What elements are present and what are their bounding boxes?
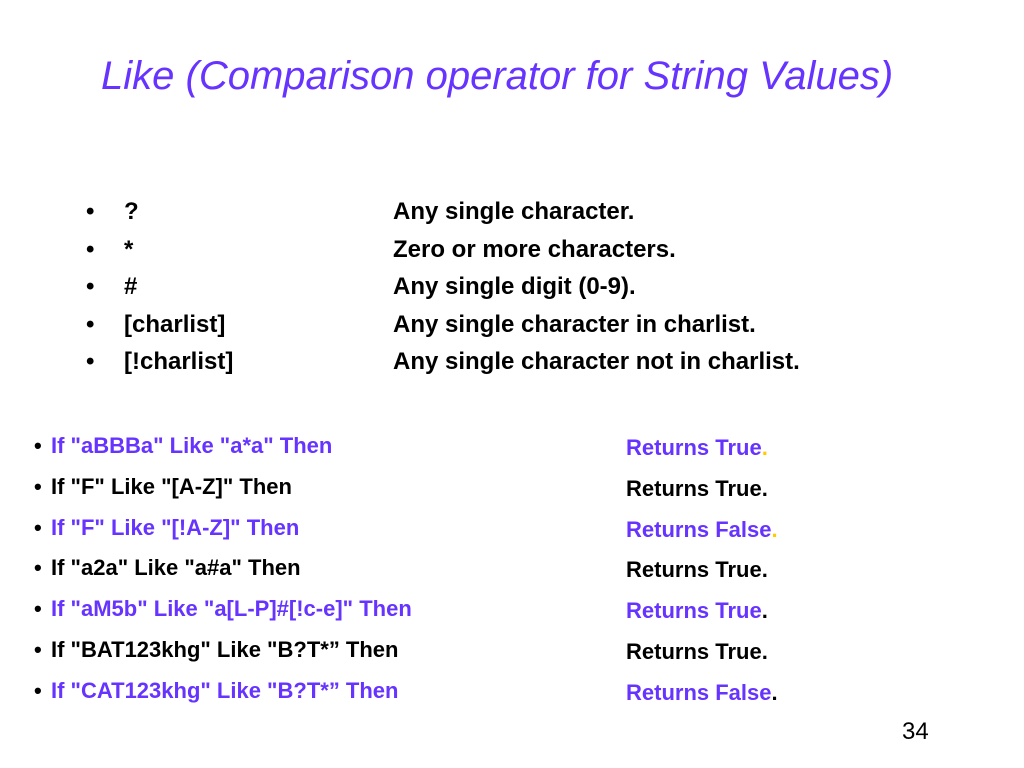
example-text: If "a2a" Like "a#a" Then	[51, 555, 301, 581]
operator-symbol: ?	[124, 198, 139, 225]
operator-description: Any single character.	[393, 198, 635, 225]
operator-description: Any single character in charlist.	[393, 310, 756, 338]
example-item	[34, 426, 594, 467]
result-item	[626, 632, 778, 673]
example-item	[34, 589, 594, 630]
result-text: Returns True.	[626, 638, 768, 664]
result-item	[626, 591, 778, 632]
result-item	[626, 469, 778, 510]
bullet: •	[86, 235, 95, 263]
example-item	[34, 467, 594, 508]
result-punctuation: .	[761, 598, 768, 624]
bullet: •	[34, 433, 42, 458]
example-text: If "aBBBa" Like "a*a" Then	[51, 433, 333, 458]
bullet: •	[86, 348, 95, 375]
result-text: Returns True.	[626, 475, 768, 501]
example-item	[34, 671, 594, 712]
result-item	[626, 428, 778, 469]
bullet: •	[34, 636, 42, 662]
example-item	[34, 548, 594, 589]
operator-symbol: *	[124, 235, 134, 263]
result-text: Returns False	[626, 516, 772, 542]
operator-description: Zero or more characters.	[393, 235, 676, 263]
example-text: If "CAT123khg" Like "B?T*” Then	[51, 677, 399, 703]
result-item	[626, 673, 778, 714]
result-item	[626, 550, 778, 591]
bullet: •	[86, 198, 95, 225]
result-list	[626, 428, 778, 714]
example-text: If "BAT123khg" Like "B?T*” Then	[51, 636, 399, 662]
result-text: Returns True	[626, 598, 762, 624]
bullet: •	[34, 555, 42, 581]
result-text: Returns True	[626, 435, 762, 460]
result-text: Returns False	[626, 679, 772, 705]
bullet: •	[34, 514, 42, 540]
example-item	[34, 630, 594, 671]
operator-description: Any single character not in charlist.	[393, 348, 800, 375]
result-punctuation: .	[771, 679, 778, 705]
bullet: •	[86, 273, 95, 300]
result-text: Returns True.	[626, 557, 768, 583]
operator-symbol: [charlist]	[124, 310, 226, 338]
result-punctuation: .	[761, 435, 768, 460]
example-text: If "aM5b" Like "a[L-P]#[!c-e]" Then	[51, 596, 412, 622]
bullet: •	[86, 310, 95, 338]
operator-description: Any single digit (0-9).	[393, 273, 636, 300]
result-item	[626, 510, 778, 551]
bullet: •	[34, 596, 42, 622]
example-text: If "F" Like "[!A-Z]" Then	[51, 514, 300, 540]
example-list	[34, 426, 594, 712]
example-item	[34, 508, 594, 549]
slide-title: Like (Comparison operator for String Values)	[101, 54, 894, 98]
operator-symbol: [!charlist]	[124, 348, 234, 375]
page-number: 34	[902, 718, 929, 745]
bullet: •	[34, 677, 42, 703]
example-text: If "F" Like "[A-Z]" Then	[51, 473, 292, 499]
result-punctuation: .	[771, 516, 778, 542]
bullet: •	[34, 473, 42, 499]
operator-symbol: #	[124, 273, 138, 300]
